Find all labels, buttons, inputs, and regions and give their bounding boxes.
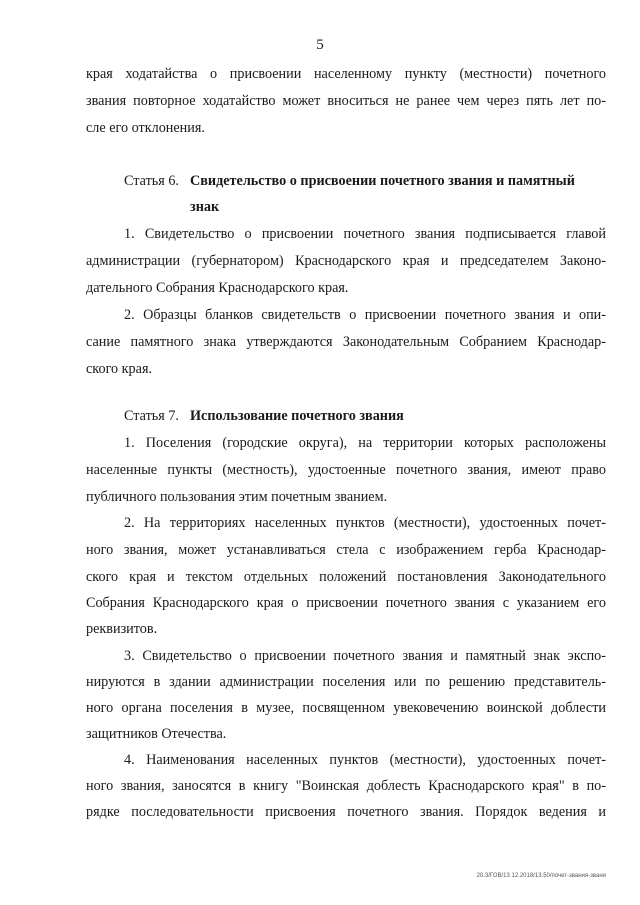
text-line: публичного пользования этим почетным званием. (86, 489, 388, 505)
article-7-title: Использование почетного звания (190, 408, 404, 424)
text-line: сле его отклонения. (86, 120, 205, 136)
text-line: защитников Отечества. (86, 726, 227, 742)
text-line: дательного Собрания Краснодарского края. (86, 280, 349, 296)
article-6-title: Свидетельство о присвоении почетного звания и памятный (190, 173, 575, 189)
text-line: ного звания, заносятся в книгу "Воинская доблесть Краснодарского края" в по- (86, 778, 606, 794)
text-line: 1. Поселения (городские округа), на территории которых расположены (124, 435, 606, 451)
text-line: ского края. (86, 361, 153, 377)
text-line: 2. Образцы бланков свидетельств о присвоении почетного звания и опи- (124, 307, 606, 323)
page-number: 5 (316, 37, 324, 53)
text-line: ного звания, может устанавливаться стела с изображением герба Краснодар- (86, 542, 606, 558)
article-7-label: Статья 7. (124, 408, 179, 424)
article-6-title-cont: знак (190, 199, 220, 215)
text-line: 4. Наименования населенных пунктов (местности), удостоенных почет- (124, 752, 606, 768)
text-line: администрации (губернатором) Краснодарского края и председателем Законо- (86, 253, 606, 269)
text-line: рядке последовательности присвоения почетного звания. Порядок ведения и (86, 804, 606, 820)
text-line: края ходатайства о присвоении населенному пункту (местности) почетного (86, 66, 606, 82)
text-line: ного органа поселения в музее, посвященном увековечению воинской доблести (86, 700, 606, 716)
text-line: реквизитов. (86, 621, 158, 637)
document-footer-code: 20.3/ГОВ/13 12.2018/13.50/почет-звания-звани (476, 873, 606, 879)
text-line: нируются в здании администрации поселения или по решению представитель- (86, 674, 606, 690)
text-line: 3. Свидетельство о присвоении почетного звания и памятный знак экспо- (124, 648, 606, 664)
text-line: сание памятного знака утверждаются Законодательным Собранием Краснодар- (86, 334, 606, 350)
text-line: 1. Свидетельство о присвоении почетного звания подписывается главой (124, 226, 606, 242)
text-line: Собрания Краснодарского края о присвоении почетного звания с указанием его (86, 595, 606, 611)
text-line: звания повторное ходатайство может вноситься не ранее чем через пять лет по- (86, 93, 606, 109)
text-line: населенные пункты (местность), удостоенные почетного звания, имеют право (86, 462, 606, 478)
text-line: 2. На территориях населенных пунктов (местности), удостоенных почет- (124, 515, 606, 531)
article-6-label: Статья 6. (124, 173, 179, 189)
text-line: ского края и текстом отдельных положений постановления Законодательного (86, 569, 606, 585)
